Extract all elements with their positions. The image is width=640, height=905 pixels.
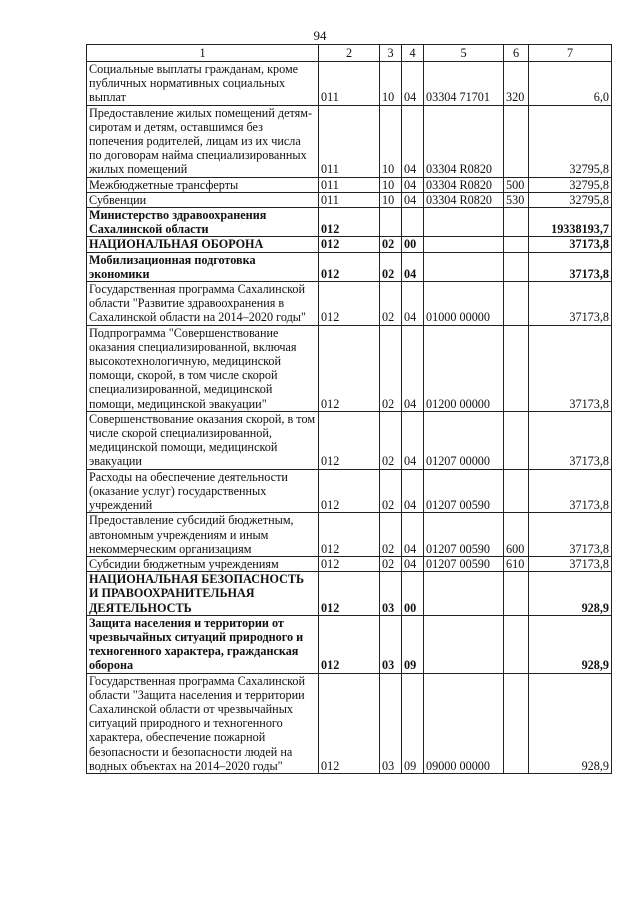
expense-type-cell: 320: [504, 62, 529, 106]
ministry-code-cell: 011: [319, 105, 380, 177]
table-row: [87, 556, 612, 571]
expense-type-cell: [504, 469, 529, 513]
article-code-cell: 01200 00000: [424, 325, 504, 411]
article-code-cell: 03304 71701: [424, 62, 504, 106]
table-row: [87, 673, 612, 773]
expense-type-cell: 610: [504, 556, 529, 571]
amount-cell: 37173,8: [529, 469, 612, 513]
subsection-code-cell: 04: [402, 192, 424, 207]
article-code-cell: 03304 R0820: [424, 105, 504, 177]
amount-cell: 6,0: [529, 62, 612, 106]
ministry-code-cell: 011: [319, 62, 380, 106]
expense-type-cell: 500: [504, 177, 529, 192]
subsection-code-cell: 00: [402, 237, 424, 252]
amount-cell: 928,9: [529, 673, 612, 773]
ministry-code-cell: 012: [319, 469, 380, 513]
subsection-code-cell: 04: [402, 411, 424, 469]
table-row: [87, 325, 612, 411]
article-code-cell: 01207 00590: [424, 556, 504, 571]
header-cell-4: 4: [402, 45, 424, 62]
article-code-cell: 03304 R0820: [424, 192, 504, 207]
expense-type-cell: [504, 252, 529, 281]
section-code-cell: 10: [380, 62, 402, 106]
ministry-code-cell: 011: [319, 192, 380, 207]
table-row: [87, 237, 612, 252]
amount-cell: 928,9: [529, 615, 612, 673]
subsection-code-cell: 00: [402, 572, 424, 616]
table-row: [87, 572, 612, 616]
expense-type-cell: [504, 615, 529, 673]
section-code-cell: 10: [380, 192, 402, 207]
expense-type-cell: [504, 325, 529, 411]
ministry-code-cell: 012: [319, 237, 380, 252]
amount-cell: 37173,8: [529, 252, 612, 281]
header-row: [87, 45, 612, 62]
section-code-cell: 10: [380, 177, 402, 192]
header-cell-2: 2: [319, 45, 380, 62]
section-code-cell: 02: [380, 556, 402, 571]
section-code-cell: 03: [380, 615, 402, 673]
article-code-cell: 01207 00000: [424, 411, 504, 469]
header-cell-5: 5: [424, 45, 504, 62]
ministry-code-cell: 012: [319, 252, 380, 281]
amount-cell: 32795,8: [529, 192, 612, 207]
ministry-code-cell: 012: [319, 208, 380, 237]
row-name-cell: Предоставление жилых помещений детям-сиротам и детям, оставшимся без попечения родителей, лицам из их числа по договорам найма специализированных жилых помещений: [87, 105, 319, 177]
subsection-code-cell: 04: [402, 62, 424, 106]
row-name-cell: Субсидии бюджетным учреждениям: [87, 556, 319, 571]
table-row: [87, 192, 612, 207]
table-row: [87, 411, 612, 469]
article-code-cell: [424, 237, 504, 252]
expense-type-cell: 530: [504, 192, 529, 207]
row-name-cell: Расходы на обеспечение деятельности (оказание услуг) государственных учреждений: [87, 469, 319, 513]
row-name-cell: Совершенствование оказания скорой, в том числе скорой специализированной, медицинской помощи, медицинской эвакуации: [87, 411, 319, 469]
amount-cell: 37173,8: [529, 411, 612, 469]
ministry-code-cell: 012: [319, 325, 380, 411]
subsection-code-cell: 04: [402, 282, 424, 326]
expense-type-cell: [504, 237, 529, 252]
article-code-cell: 01207 00590: [424, 469, 504, 513]
section-code-cell: 03: [380, 673, 402, 773]
ministry-code-cell: 012: [319, 411, 380, 469]
budget-table: [86, 44, 612, 774]
article-code-cell: 09000 00000: [424, 673, 504, 773]
amount-cell: 37173,8: [529, 556, 612, 571]
row-name-cell: Предоставление субсидий бюджетным, автономным учреждениям и иным некоммерческим организациям: [87, 513, 319, 557]
section-code-cell: 10: [380, 105, 402, 177]
header-cell-7: 7: [529, 45, 612, 62]
expense-type-cell: [504, 105, 529, 177]
amount-cell: 37173,8: [529, 513, 612, 557]
row-name-cell: Защита населения и территории от чрезвычайных ситуаций природного и техногенного характера, гражданская оборона: [87, 615, 319, 673]
amount-cell: 19338193,7: [529, 208, 612, 237]
header-cell-6: 6: [504, 45, 529, 62]
subsection-code-cell: 04: [402, 252, 424, 281]
expense-type-cell: [504, 411, 529, 469]
article-code-cell: 03304 R0820: [424, 177, 504, 192]
section-code-cell: 02: [380, 469, 402, 513]
section-code-cell: 02: [380, 237, 402, 252]
amount-cell: 928,9: [529, 572, 612, 616]
subsection-code-cell: 04: [402, 325, 424, 411]
table-row: [87, 208, 612, 237]
ministry-code-cell: 012: [319, 282, 380, 326]
expense-type-cell: [504, 572, 529, 616]
table-row: [87, 105, 612, 177]
amount-cell: 37173,8: [529, 282, 612, 326]
subsection-code-cell: 04: [402, 556, 424, 571]
ministry-code-cell: 012: [319, 556, 380, 571]
row-name-cell: Субвенции: [87, 192, 319, 207]
section-code-cell: 02: [380, 513, 402, 557]
row-name-cell: НАЦИОНАЛЬНАЯ ОБОРОНА: [87, 237, 319, 252]
article-code-cell: [424, 252, 504, 281]
header-cell-1: 1: [87, 45, 319, 62]
table-row: [87, 252, 612, 281]
article-code-cell: [424, 208, 504, 237]
section-code-cell: 02: [380, 325, 402, 411]
row-name-cell: Государственная программа Сахалинской области "Развитие здравоохранения в Сахалинской области на 2014–2020 годы": [87, 282, 319, 326]
subsection-code-cell: 04: [402, 105, 424, 177]
amount-cell: 32795,8: [529, 177, 612, 192]
subsection-code-cell: 04: [402, 513, 424, 557]
expense-type-cell: [504, 282, 529, 326]
row-name-cell: Социальные выплаты гражданам, кроме публичных нормативных социальных выплат: [87, 62, 319, 106]
row-name-cell: Министерство здравоохранения Сахалинской области: [87, 208, 319, 237]
section-code-cell: 02: [380, 252, 402, 281]
section-code-cell: 03: [380, 572, 402, 616]
table-row: [87, 62, 612, 106]
row-name-cell: Подпрограмма "Совершенствование оказания специализированной, включая высокотехнологичную, медицинской помощи, скорой, в том числе скорой специализированной, медицинской помощи, медицинской эвакуации": [87, 325, 319, 411]
section-code-cell: 02: [380, 411, 402, 469]
ministry-code-cell: 012: [319, 673, 380, 773]
expense-type-cell: [504, 208, 529, 237]
article-code-cell: [424, 572, 504, 616]
amount-cell: 32795,8: [529, 105, 612, 177]
subsection-code-cell: 04: [402, 177, 424, 192]
table-row: [87, 177, 612, 192]
article-code-cell: 01000 00000: [424, 282, 504, 326]
row-name-cell: НАЦИОНАЛЬНАЯ БЕЗОПАСНОСТЬ И ПРАВООХРАНИТЕЛЬНАЯ ДЕЯТЕЛЬНОСТЬ: [87, 572, 319, 616]
table-row: [87, 513, 612, 557]
article-code-cell: 01207 00590: [424, 513, 504, 557]
subsection-code-cell: 04: [402, 469, 424, 513]
table-row: [87, 469, 612, 513]
row-name-cell: Межбюджетные трансферты: [87, 177, 319, 192]
subsection-code-cell: 09: [402, 673, 424, 773]
amount-cell: 37173,8: [529, 237, 612, 252]
header-cell-3: 3: [380, 45, 402, 62]
page-number: 94: [313, 28, 327, 43]
expense-type-cell: [504, 673, 529, 773]
ministry-code-cell: 012: [319, 513, 380, 557]
amount-cell: 37173,8: [529, 325, 612, 411]
table-row: [87, 615, 612, 673]
article-code-cell: [424, 615, 504, 673]
row-name-cell: Государственная программа Сахалинской области "Защита населения и территории Сахалинской области от чрезвычайных ситуаций природного и техногенного характера, обеспечение пожарной безопасности и безопасности людей на водных объектах на 2014–2020 годы": [87, 673, 319, 773]
table-row: [87, 282, 612, 326]
subsection-code-cell: [402, 208, 424, 237]
ministry-code-cell: 012: [319, 615, 380, 673]
section-code-cell: [380, 208, 402, 237]
row-name-cell: Мобилизационная подготовка экономики: [87, 252, 319, 281]
section-code-cell: 02: [380, 282, 402, 326]
ministry-code-cell: 012: [319, 572, 380, 616]
subsection-code-cell: 09: [402, 615, 424, 673]
ministry-code-cell: 011: [319, 177, 380, 192]
expense-type-cell: 600: [504, 513, 529, 557]
